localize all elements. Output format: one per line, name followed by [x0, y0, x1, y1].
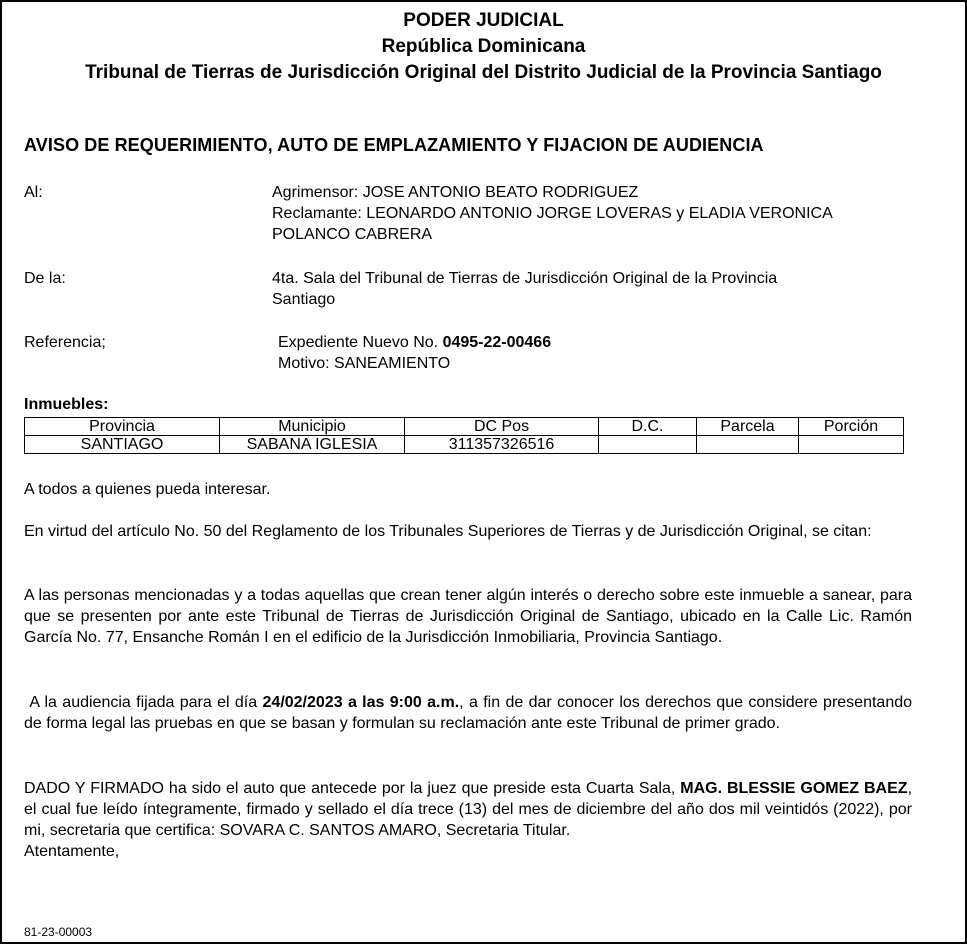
cell-porcion: [799, 436, 904, 454]
paragraph-signature: [24, 778, 912, 862]
paragraph-greeting: A todos a quienes pueda interesar.: [24, 481, 271, 498]
col-provincia: Provincia: [25, 418, 220, 436]
table-header-row: [25, 418, 904, 436]
notice-title: AVISO DE REQUERIMIENTO, AUTO DE EMPLAZAMIENTO Y FIJACION DE AUDIENCIA: [24, 135, 764, 155]
case-file-line: [278, 332, 918, 353]
header-line-1: PODER JUDICIAL: [403, 10, 564, 31]
properties-title: Inmuebles:: [24, 396, 109, 413]
col-porcion: Porción: [799, 418, 904, 436]
sender-value: 4ta. Sala del Tribunal de Tierras de Jurisdicción Original de la Provincia Santiago: [272, 270, 778, 308]
claimant-line: Reclamante: LEONARDO ANTONIO JORGE LOVERAS y ELADIA VERONICA POLANCO CABRERA: [272, 205, 832, 243]
closing-line: Atentamente,: [24, 843, 120, 860]
header-line-2: República Dominicana: [381, 36, 586, 57]
judge-name: MAG. BLESSIE GOMEZ BAEZ: [680, 780, 908, 797]
col-dc-pos: DC Pos: [405, 418, 599, 436]
col-parcela: Parcela: [697, 418, 799, 436]
col-dc: D.C.: [599, 418, 697, 436]
cell-municipio: SABANA IGLESIA: [220, 436, 405, 454]
table-row: [25, 436, 904, 454]
paragraph-hearing: [24, 692, 912, 734]
addressee-label: Al:: [24, 184, 43, 201]
cell-parcela: [697, 436, 799, 454]
properties-table: [24, 417, 904, 454]
motive-line: Motivo: SANEAMIENTO: [278, 355, 451, 372]
case-file-number: 0495-22-00466: [442, 334, 552, 351]
cell-dc: [599, 436, 697, 454]
sender-label: De la:: [24, 270, 66, 287]
signature-text-start: DADO Y FIRMADO ha sido el auto que antecede por la juez que preside esta Cuarta Sala,: [24, 780, 676, 797]
cell-dc-pos: 311357326516: [405, 436, 599, 454]
paragraph-summons: A las personas mencionadas y a todas aquellas que crean tener algún interés o derecho sobre este inmueble a sanear, para que se presenten por ante este Tribunal de Tierras de Jurisdicción Original de Santiago, ubicado en la Calle Lic. Ramón García No. 77, Ensanche Román I en el edificio de la Jurisdicción Inmobiliaria, Provincia Santiago.: [24, 587, 912, 646]
document-header: [2, 8, 965, 86]
hearing-text-start: A la audiencia fijada para el día: [29, 694, 258, 711]
paragraph-legal-basis: En virtud del artículo No. 50 del Reglamento de los Tribunales Superiores de Tierras y de Jurisdicción Original, se citan:: [24, 523, 872, 540]
addressee-value: [272, 182, 912, 245]
header-line-3: Tribunal de Tierras de Jurisdicción Original del Distrito Judicial de la Provincia Santiago: [85, 62, 882, 83]
reference-value: [278, 332, 918, 374]
footer-code: 81-23-00003: [24, 925, 93, 939]
signature-text-end: , el cual fue leído íntegramente, firmado y sellado el día trece (13) del mes de diciembre del año dos mil veintidós (2022), por mi, secretaria que certifica: SOVARA C. SANTOS AMARO, Secretaria Titular.: [24, 780, 913, 839]
hearing-text-end: , a fin de dar conocer los derechos que considere presentando de forma legal las pruebas en que se basan y formulan su reclamación ante este Tribunal de primer grado.: [24, 694, 913, 732]
case-file-prefix: Expediente Nuevo No.: [278, 334, 439, 351]
hearing-date: 24/02/2023 a las 9:00 a.m.: [262, 694, 460, 711]
col-municipio: Municipio: [220, 418, 405, 436]
surveyor-line: Agrimensor: JOSE ANTONIO BEATO RODRIGUEZ: [272, 184, 639, 201]
cell-provincia: SANTIAGO: [25, 436, 220, 454]
reference-label: Referencia;: [24, 334, 106, 351]
